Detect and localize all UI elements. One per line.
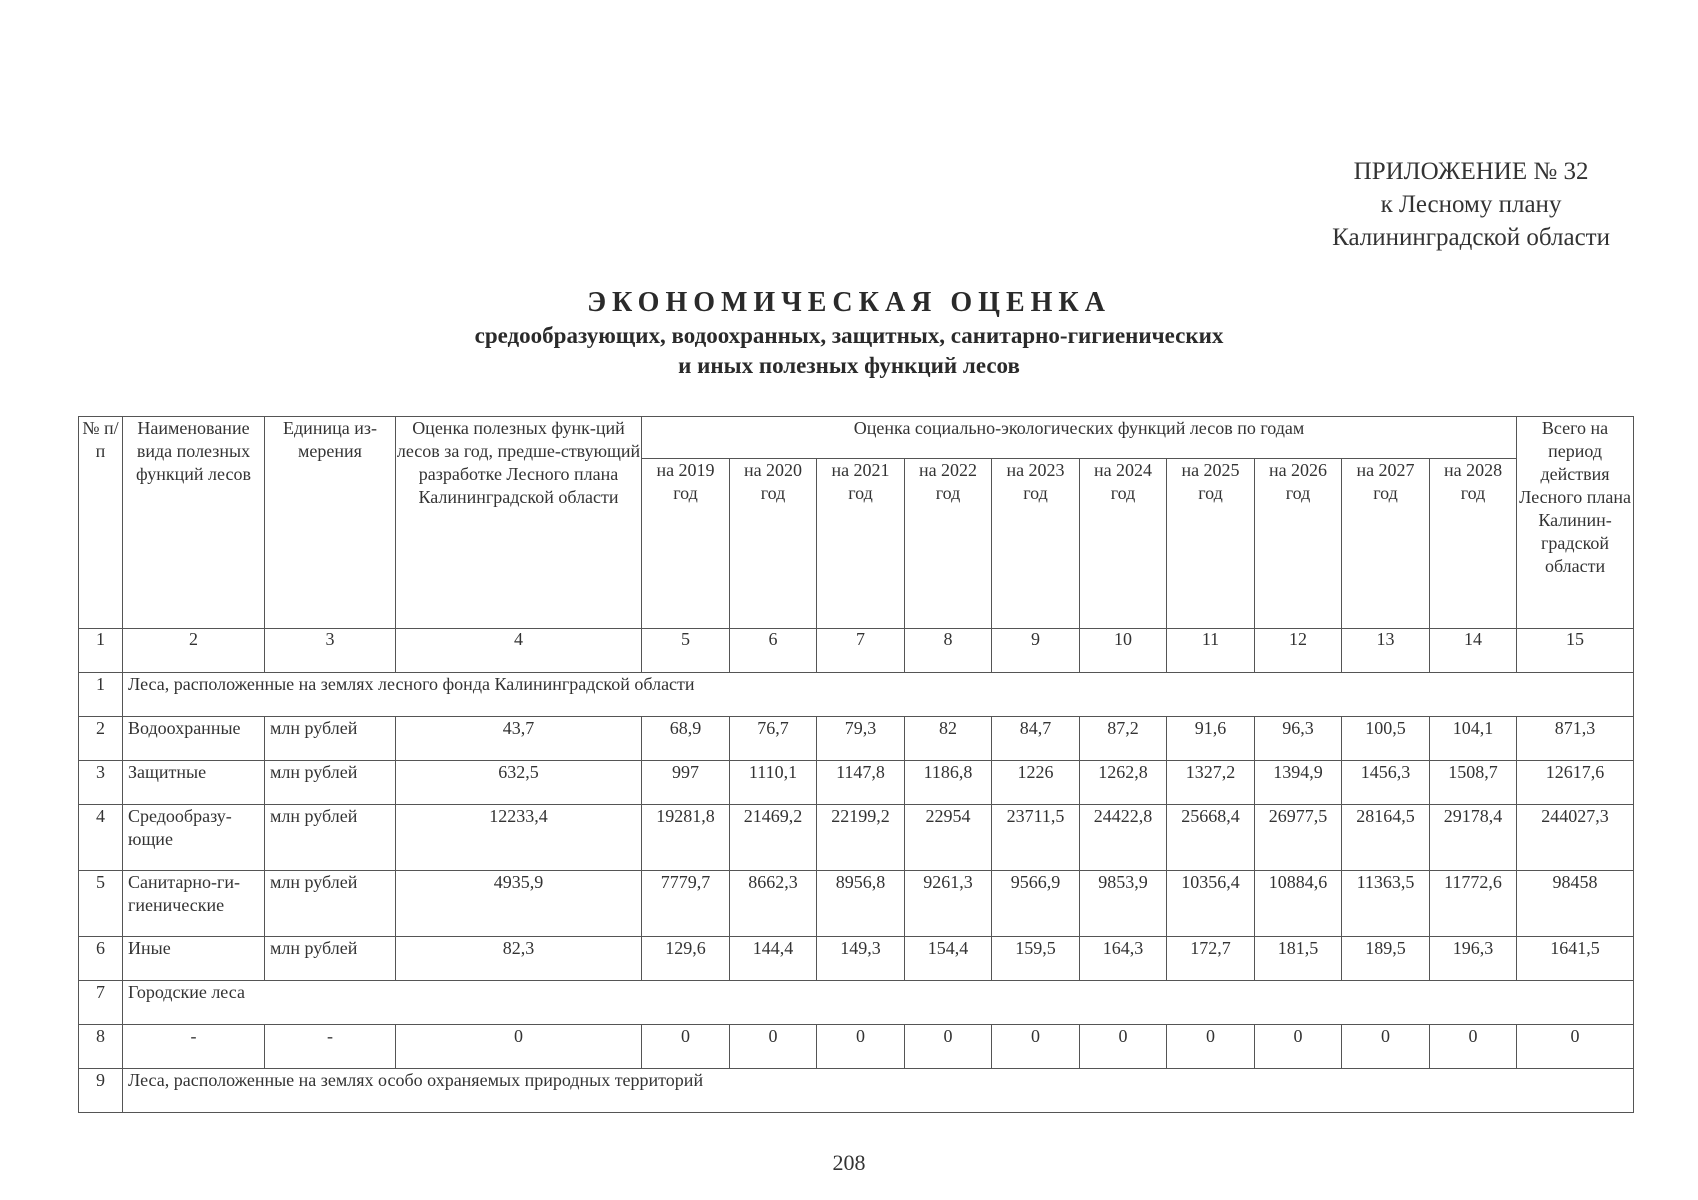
year-value: 11363,5 (1342, 871, 1430, 937)
row-number: 5 (79, 871, 123, 937)
appendix-line-2: к Лесному плану (1380, 191, 1562, 218)
year-value: 1394,9 (1255, 761, 1342, 805)
year-value: 0 (730, 1025, 817, 1069)
header-year: на 2022 год (905, 459, 992, 629)
year-value: 82 (905, 717, 992, 761)
header-year: на 2021 год (817, 459, 905, 629)
year-value: 144,4 (730, 937, 817, 981)
unit: млн рублей (265, 871, 396, 937)
year-value: 84,7 (992, 717, 1080, 761)
year-value: 24422,8 (1080, 805, 1167, 871)
unit: - (265, 1025, 396, 1069)
year-value: 68,9 (642, 717, 730, 761)
col-number: 9 (992, 629, 1080, 673)
header-prior-estimate: Оценка полезных функ-ций лесов за год, предше-ствующий разработке Лесного плана Калининградской области (396, 417, 642, 629)
year-value: 25668,4 (1167, 805, 1255, 871)
section-title: Городские леса (123, 981, 1634, 1025)
year-value: 8956,8 (817, 871, 905, 937)
col-number: 3 (265, 629, 396, 673)
year-value: 1327,2 (1167, 761, 1255, 805)
year-value: 76,7 (730, 717, 817, 761)
header-years-group: Оценка социально-экологических функций лесов по годам (642, 417, 1517, 459)
page-number: 208 (832, 1150, 866, 1175)
appendix-header (1332, 155, 1610, 254)
prior-value: 12233,4 (396, 805, 642, 871)
col-number: 4 (396, 629, 642, 673)
header-num: № п/п (79, 417, 123, 629)
year-value: 0 (1255, 1025, 1342, 1069)
row-number: 2 (79, 717, 123, 761)
function-name: Защитные (123, 761, 265, 805)
header-year: на 2028 год (1430, 459, 1517, 629)
year-value: 0 (1080, 1025, 1167, 1069)
year-value: 100,5 (1342, 717, 1430, 761)
year-value: 22954 (905, 805, 992, 871)
unit: млн рублей (265, 761, 396, 805)
year-value: 149,3 (817, 937, 905, 981)
row-number: 7 (79, 981, 123, 1025)
year-value: 104,1 (1430, 717, 1517, 761)
year-value: 0 (817, 1025, 905, 1069)
table-row (79, 717, 1634, 761)
appendix-line-3: Калининградской области (1332, 224, 1610, 251)
year-value: 9853,9 (1080, 871, 1167, 937)
section-row (79, 673, 1634, 717)
header-year: на 2027 год (1342, 459, 1430, 629)
year-value: 21469,2 (730, 805, 817, 871)
col-number: 11 (1167, 629, 1255, 673)
year-value: 23711,5 (992, 805, 1080, 871)
col-number: 6 (730, 629, 817, 673)
col-number: 15 (1517, 629, 1634, 673)
table-row (79, 761, 1634, 805)
row-number: 9 (79, 1069, 123, 1113)
row-number: 1 (79, 673, 123, 717)
year-value: 1110,1 (730, 761, 817, 805)
function-name: Санитарно-ги-гиенические (123, 871, 265, 937)
table-row (79, 871, 1634, 937)
prior-value: 0 (396, 1025, 642, 1069)
unit: млн рублей (265, 717, 396, 761)
year-value: 181,5 (1255, 937, 1342, 981)
year-value: 1186,8 (905, 761, 992, 805)
col-number: 1 (79, 629, 123, 673)
col-number: 8 (905, 629, 992, 673)
year-value: 26977,5 (1255, 805, 1342, 871)
year-value: 189,5 (1342, 937, 1430, 981)
header-name: Наименование вида полезных функций лесов (123, 417, 265, 629)
function-name: - (123, 1025, 265, 1069)
col-number: 13 (1342, 629, 1430, 673)
year-value: 0 (992, 1025, 1080, 1069)
prior-value: 632,5 (396, 761, 642, 805)
col-number: 5 (642, 629, 730, 673)
total-value: 0 (1517, 1025, 1634, 1069)
year-value: 11772,6 (1430, 871, 1517, 937)
header-year: на 2026 год (1255, 459, 1342, 629)
row-number: 3 (79, 761, 123, 805)
year-value: 8662,3 (730, 871, 817, 937)
row-number: 8 (79, 1025, 123, 1069)
prior-value: 43,7 (396, 717, 642, 761)
total-value: 244027,3 (1517, 805, 1634, 871)
year-value: 10356,4 (1167, 871, 1255, 937)
year-value: 129,6 (642, 937, 730, 981)
year-value: 29178,4 (1430, 805, 1517, 871)
table-row (79, 1025, 1634, 1069)
year-value: 172,7 (1167, 937, 1255, 981)
year-value: 196,3 (1430, 937, 1517, 981)
header-year: на 2019 год (642, 459, 730, 629)
total-value: 871,3 (1517, 717, 1634, 761)
year-value: 1226 (992, 761, 1080, 805)
section-row (79, 1069, 1634, 1113)
year-value: 0 (1167, 1025, 1255, 1069)
prior-value: 82,3 (396, 937, 642, 981)
row-number: 4 (79, 805, 123, 871)
year-value: 87,2 (1080, 717, 1167, 761)
col-number: 7 (817, 629, 905, 673)
table-row (79, 937, 1634, 981)
year-value: 96,3 (1255, 717, 1342, 761)
year-value: 159,5 (992, 937, 1080, 981)
header-year: на 2025 год (1167, 459, 1255, 629)
table-row (79, 805, 1634, 871)
year-value: 91,6 (1167, 717, 1255, 761)
function-name: Средообразу-ющие (123, 805, 265, 871)
header-year: на 2023 год (992, 459, 1080, 629)
unit: млн рублей (265, 805, 396, 871)
year-value: 19281,8 (642, 805, 730, 871)
total-value: 1641,5 (1517, 937, 1634, 981)
year-value: 164,3 (1080, 937, 1167, 981)
title-line-2: средообразующих, водоохранных, защитных, санитарно-гигиенических (474, 323, 1224, 348)
year-value: 997 (642, 761, 730, 805)
year-value: 10884,6 (1255, 871, 1342, 937)
section-row (79, 981, 1634, 1025)
year-value: 7779,7 (642, 871, 730, 937)
section-title: Леса, расположенные на землях особо охраняемых природных территорий (123, 1069, 1634, 1113)
year-value: 0 (905, 1025, 992, 1069)
function-name: Иные (123, 937, 265, 981)
column-numbers-row (79, 629, 1634, 673)
section-title: Леса, расположенные на землях лесного фонда Калининградской области (123, 673, 1634, 717)
title-line-3: и иных полезных функций лесов (678, 353, 1020, 378)
year-value: 22199,2 (817, 805, 905, 871)
year-value: 1456,3 (1342, 761, 1430, 805)
header-row-1 (79, 417, 1634, 459)
total-value: 98458 (1517, 871, 1634, 937)
year-value: 0 (1342, 1025, 1430, 1069)
col-number: 12 (1255, 629, 1342, 673)
year-value: 1508,7 (1430, 761, 1517, 805)
year-value: 1147,8 (817, 761, 905, 805)
header-unit: Единица из-мерения (265, 417, 396, 629)
year-value: 28164,5 (1342, 805, 1430, 871)
year-value: 0 (642, 1025, 730, 1069)
year-value: 79,3 (817, 717, 905, 761)
row-number: 6 (79, 937, 123, 981)
header-total: Всего на период действия Лесного плана Калинин-градской области (1517, 417, 1634, 629)
col-number: 14 (1430, 629, 1517, 673)
evaluation-table (78, 416, 1634, 1113)
prior-value: 4935,9 (396, 871, 642, 937)
document-title (0, 285, 1698, 381)
year-value: 9566,9 (992, 871, 1080, 937)
year-value: 9261,3 (905, 871, 992, 937)
appendix-line-1: ПРИЛОЖЕНИЕ № 32 (1353, 158, 1589, 185)
col-number: 2 (123, 629, 265, 673)
total-value: 12617,6 (1517, 761, 1634, 805)
year-value: 0 (1430, 1025, 1517, 1069)
unit: млн рублей (265, 937, 396, 981)
function-name: Водоохранные (123, 717, 265, 761)
title-line-1: ЭКОНОМИЧЕСКАЯ ОЦЕНКА (587, 287, 1111, 318)
header-year: на 2020 год (730, 459, 817, 629)
year-value: 1262,8 (1080, 761, 1167, 805)
header-year: на 2024 год (1080, 459, 1167, 629)
col-number: 10 (1080, 629, 1167, 673)
year-value: 154,4 (905, 937, 992, 981)
